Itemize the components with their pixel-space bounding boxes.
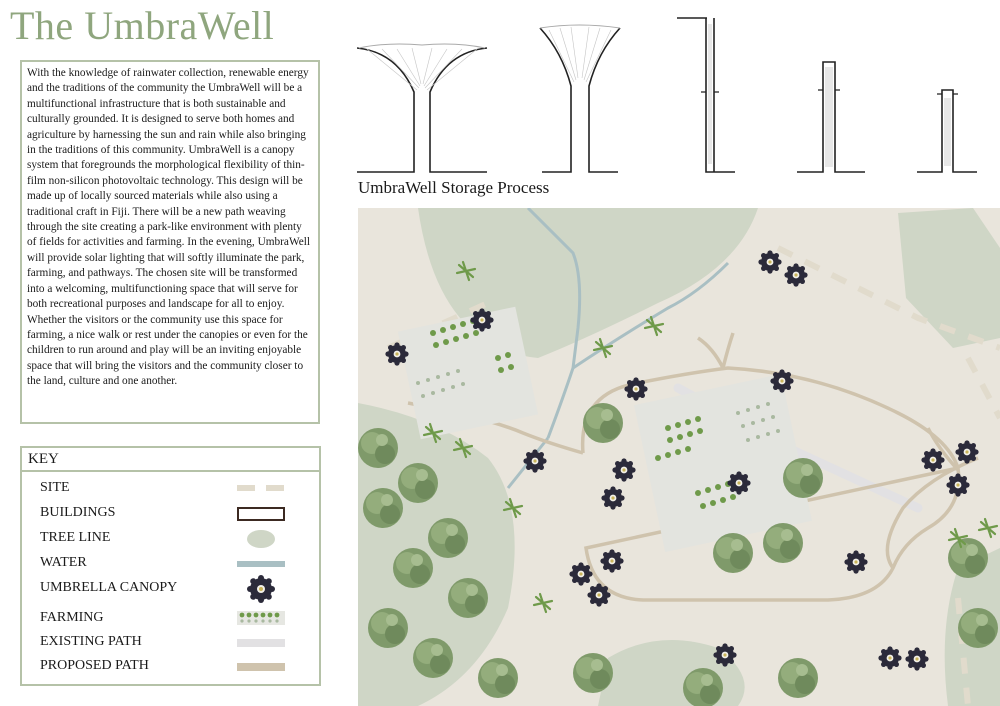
process-label: UmbraWell Storage Process: [358, 178, 550, 197]
key-legend: [20, 446, 321, 686]
building-rect-icon: [234, 506, 294, 522]
description-box: [20, 60, 320, 424]
key-label-existing-path: EXISTING PATH: [40, 634, 142, 649]
proposed-path-icon: [234, 661, 294, 673]
process-stage-2: [540, 25, 620, 172]
process-stage-4: [797, 62, 865, 172]
farming-rows-icon: [234, 610, 294, 626]
site-plan-map: [358, 208, 1000, 706]
key-label-tree-line: TREE LINE: [40, 530, 111, 545]
process-stage-5: [917, 90, 977, 172]
site-dash-icon: [234, 482, 294, 494]
process-stage-1: [357, 44, 487, 172]
tree-ellipse-icon: [234, 528, 294, 550]
key-label-site: SITE: [40, 480, 70, 495]
key-label-buildings: BUILDINGS: [40, 505, 116, 520]
canopy-flower-icon: [246, 574, 276, 604]
key-label-umbrella-canopy: UMBRELLA CANOPY: [40, 580, 178, 595]
key-label-water: WATER: [40, 555, 87, 570]
storage-process-diagram: [357, 12, 1000, 177]
key-label-proposed-path: PROPOSED PATH: [40, 658, 149, 673]
existing-path-icon: [234, 637, 294, 649]
water-line-icon: [234, 558, 294, 570]
page-title: The UmbraWell: [10, 3, 275, 48]
key-title: KEY: [22, 448, 319, 472]
key-label-farming: FARMING: [40, 610, 104, 625]
process-stage-3: [677, 18, 735, 172]
description-text: With the knowledge of rainwater collection, renewable energy and the traditions of the community the UmbraWell will be a multifunctional infrastructure that is both sustainable and culturally grounded. It is designed to serve both homes and agriculture by harnessing the sun and rain while also bringing in the traditions of this community. UmbraWell is a canopy system that foregrounds the morphological flexibility of thin-film non-silicon photovoltaic technology. This design will be made up of locally sourced materials while also using a traditional craft in Fiji. There will be a new path weaving through the site creating a park-like environment with plenty of fields for activities and farming. In the evening, UmbraWell will provide solar lighting that will softly illuminate the park, farming, and pathways. The chosen site will be transformed into a welcoming, multifunctioning space that will serve for both recreational purposes and landscape for all to enjoy. Whether the visitors or the community use this space for farming, a nice walk or rest under the canopies or even for the children to run around and play will be an inviting enjoyable space that will bring the visitors and the community closer to the land, culture and one another.: [27, 67, 310, 388]
